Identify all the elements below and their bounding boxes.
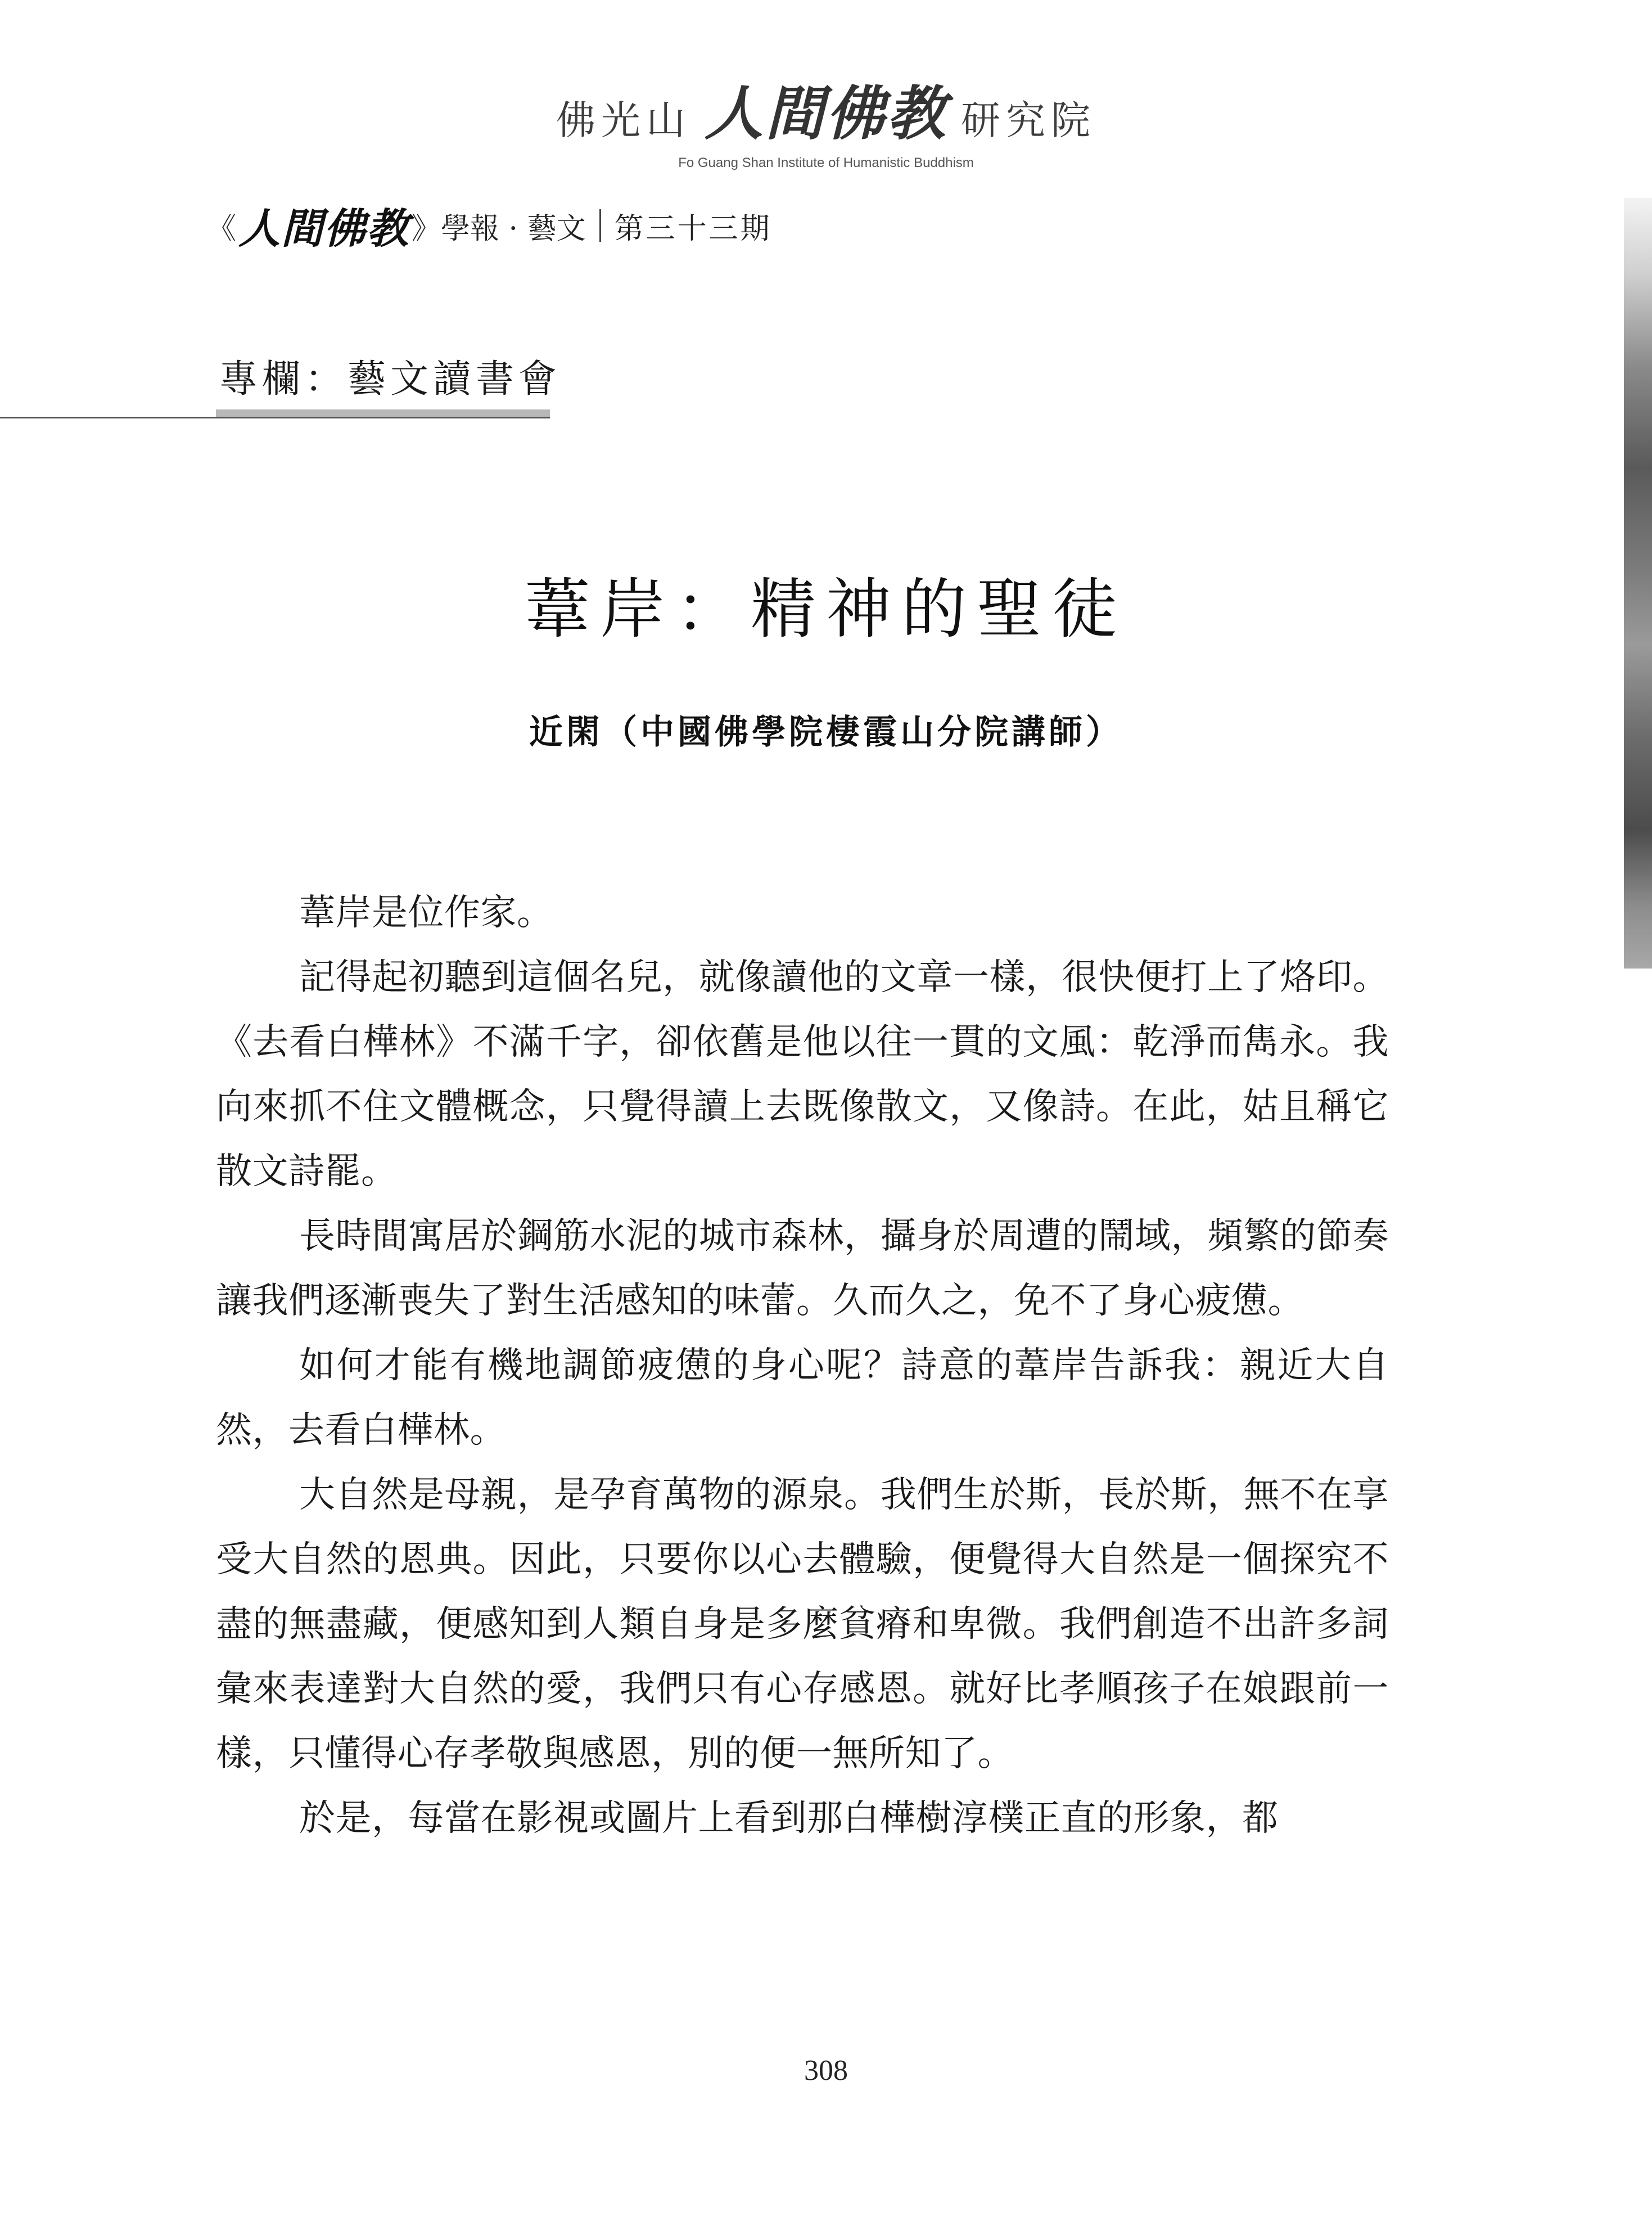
journal-open-quote: 《 — [207, 211, 237, 246]
column-label: 專欄：藝文讀書會 — [219, 357, 562, 402]
paragraph: 長時間寓居於鋼筋水泥的城市森林，攝身於周遭的鬧域，頻繁的節奏讓我們逐漸喪失了對生活感知的味蕾。久而久之，免不了身心疲憊。 — [216, 1215, 1389, 1322]
paragraph: 記得起初聽到這個名兒，就像讀他的文章一樣，很快便打上了烙印。《去看白樺林》不滿千字，卻依舊是他以往一貫的文風：乾淨而雋永。我向來抓不住文體概念，只覺得讀上去既像散文，又像詩。在此，姑且稱它散文詩罷。 — [216, 957, 1389, 1192]
institute-name — [556, 66, 1096, 151]
institute-brand-calligraphy: 人間佛教 — [704, 79, 947, 148]
journal-divider — [599, 209, 601, 242]
journal-issue: 第三十三期 — [614, 211, 772, 246]
article-title: 葦岸：精神的聖徒 — [525, 571, 1127, 647]
paragraph: 葦岸是位作家。 — [299, 892, 553, 934]
article-body — [216, 881, 1389, 1851]
paragraph: 於是，每當在影視或圖片上看到那白樺樹淳樸正直的形象，都 — [299, 1798, 1279, 1839]
institute-header — [0, 66, 1652, 171]
journal-section: 學報 · 藝文 — [441, 211, 586, 246]
institute-suffix: 研究院 — [961, 97, 1096, 143]
paragraph: 如何才能有機地調節疲憊的身心呢？詩意的葦岸告訴我：親近大自然，去看白樺林。 — [216, 1345, 1389, 1451]
article-author: 近閑（中國佛學院棲霞山分院講師） — [529, 713, 1123, 752]
column-rule — [0, 417, 550, 418]
journal-running-header — [207, 196, 772, 255]
journal-brand-calligraphy: 人間佛教 — [238, 205, 410, 253]
journal-close-quote: 》 — [412, 211, 441, 246]
page-number: 308 — [804, 2055, 848, 2087]
column-label-underline — [216, 409, 550, 417]
institute-english-name: Fo Guang Shan Institute of Humanistic Buddhism — [678, 155, 974, 170]
paragraph: 大自然是母親，是孕育萬物的源泉。我們生於斯，長於斯，無不在享受大自然的恩典。因此，只要你以心去體驗，便覺得大自然是一個探究不盡的無盡藏，便感知到人類自身是多麼貧瘠和卑微。我們創造不出許多詞彙來表達對大自然的愛，我們只有心存感恩。就好比孝順孩子在娘跟前一樣，只懂得心存孝敬與感恩，別的便一無所知了。 — [216, 1474, 1389, 1774]
institute-prefix: 佛光山 — [556, 97, 691, 143]
